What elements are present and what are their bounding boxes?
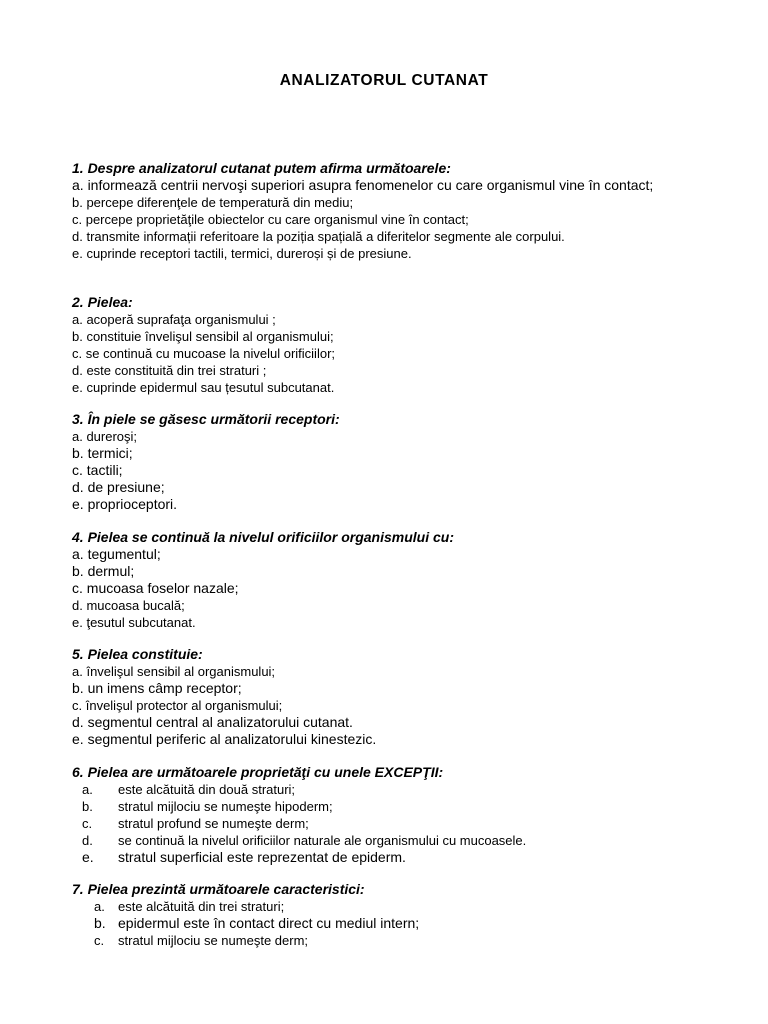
option-a: a. tegumentul; bbox=[72, 546, 161, 562]
option-e: e. cuprinde epidermul sau țesutul subcutanat. bbox=[72, 380, 335, 395]
option-text: stratul mijlociu se numeşte derm; bbox=[118, 933, 309, 948]
option-a bbox=[72, 781, 696, 798]
question-heading: 2. Pielea: bbox=[72, 294, 133, 310]
option-c bbox=[72, 932, 696, 949]
option-b: b. un imens câmp receptor; bbox=[72, 680, 242, 696]
option-letter: b. bbox=[94, 915, 106, 931]
option-b: b. termici; bbox=[72, 445, 133, 461]
option-b: b. percepe diferenţele de temperatură din mediu; bbox=[72, 195, 354, 210]
question-2 bbox=[72, 294, 696, 396]
option-text: este alcătuită din două straturi; bbox=[118, 782, 296, 797]
option-d: d. transmite informații referitoare la poziția spațială a diferitelor segmente ale corpului. bbox=[72, 229, 565, 244]
option-a: a. învelişul sensibil al organismului; bbox=[72, 664, 276, 679]
question-heading: 3. În piele se găsesc următorii receptori: bbox=[72, 411, 340, 427]
question-heading: 4. Pielea se continuă la nivelul orificiilor organismului cu: bbox=[72, 529, 454, 545]
option-b: b. constituie învelişul sensibil al organismului; bbox=[72, 329, 334, 344]
option-letter: c. bbox=[94, 933, 105, 948]
option-c: c. percepe proprietăţile obiectelor cu care organismul vine în contact; bbox=[72, 212, 469, 227]
option-a bbox=[72, 898, 696, 915]
option-letter: a. bbox=[94, 899, 105, 914]
option-d: d. mucoasa bucală; bbox=[72, 598, 185, 613]
question-5 bbox=[72, 646, 696, 748]
option-a: a. acoperă suprafaţa organismului ; bbox=[72, 312, 276, 327]
question-6 bbox=[72, 764, 696, 866]
question-3 bbox=[72, 411, 696, 513]
option-a: a. dureroşi; bbox=[72, 429, 138, 444]
question-heading: 6. Pielea are următoarele proprietăţi cu unele EXCEPŢII: bbox=[72, 764, 444, 780]
option-b: b. dermul; bbox=[72, 563, 135, 579]
option-e: e. proprioceptori. bbox=[72, 496, 178, 512]
question-7 bbox=[72, 881, 696, 949]
option-e: e. segmentul periferic al analizatorului kinestezic. bbox=[72, 731, 377, 747]
option-letter: a. bbox=[82, 782, 93, 797]
option-text: stratul profund se numeşte derm; bbox=[118, 816, 309, 831]
option-letter: b. bbox=[82, 799, 93, 814]
option-d: d. este constituită din trei straturi ; bbox=[72, 363, 267, 378]
option-text: stratul mijlociu se numeşte hipoderm; bbox=[118, 799, 333, 814]
option-text: epidermul este în contact direct cu mediul intern; bbox=[118, 915, 420, 931]
option-d bbox=[72, 832, 696, 849]
question-heading: 7. Pielea prezintă următoarele caracteristici: bbox=[72, 881, 365, 897]
question-heading: 1. Despre analizatorul cutanat putem afirma următoarele: bbox=[72, 160, 451, 176]
option-text: se continuă la nivelul orificiilor naturale ale organismului cu mucoasele. bbox=[118, 833, 527, 848]
option-e bbox=[72, 849, 696, 866]
option-e: e. cuprinde receptori tactili, termici, dureroși și de presiune. bbox=[72, 246, 412, 261]
option-letter: d. bbox=[82, 833, 93, 848]
option-d: d. segmentul central al analizatorului cutanat. bbox=[72, 714, 353, 730]
option-d: d. de presiune; bbox=[72, 479, 165, 495]
option-c: c. învelişul protector al organismului; bbox=[72, 698, 283, 713]
option-e: e. ţesutul subcutanat. bbox=[72, 615, 196, 630]
question-heading: 5. Pielea constituie: bbox=[72, 646, 203, 662]
option-a: a. informează centrii nervoşi superiori asupra fenomenelor cu care organismul vine în contact; bbox=[72, 177, 654, 193]
option-c: c. mucoasa foselor nazale; bbox=[72, 580, 239, 596]
option-letter: c. bbox=[82, 816, 93, 831]
option-b bbox=[72, 798, 696, 815]
option-text: este alcătuită din trei straturi; bbox=[118, 899, 285, 914]
option-b bbox=[72, 915, 696, 932]
question-4 bbox=[72, 529, 696, 631]
question-1 bbox=[72, 160, 696, 262]
option-c: c. se continuă cu mucoase la nivelul orificiilor; bbox=[72, 346, 336, 361]
option-c bbox=[72, 815, 696, 832]
option-letter: e. bbox=[82, 849, 94, 865]
option-c: c. tactili; bbox=[72, 462, 123, 478]
page-title: ANALIZATORUL CUTANAT bbox=[279, 72, 489, 89]
option-text: stratul superficial este reprezentat de epiderm. bbox=[118, 849, 406, 865]
